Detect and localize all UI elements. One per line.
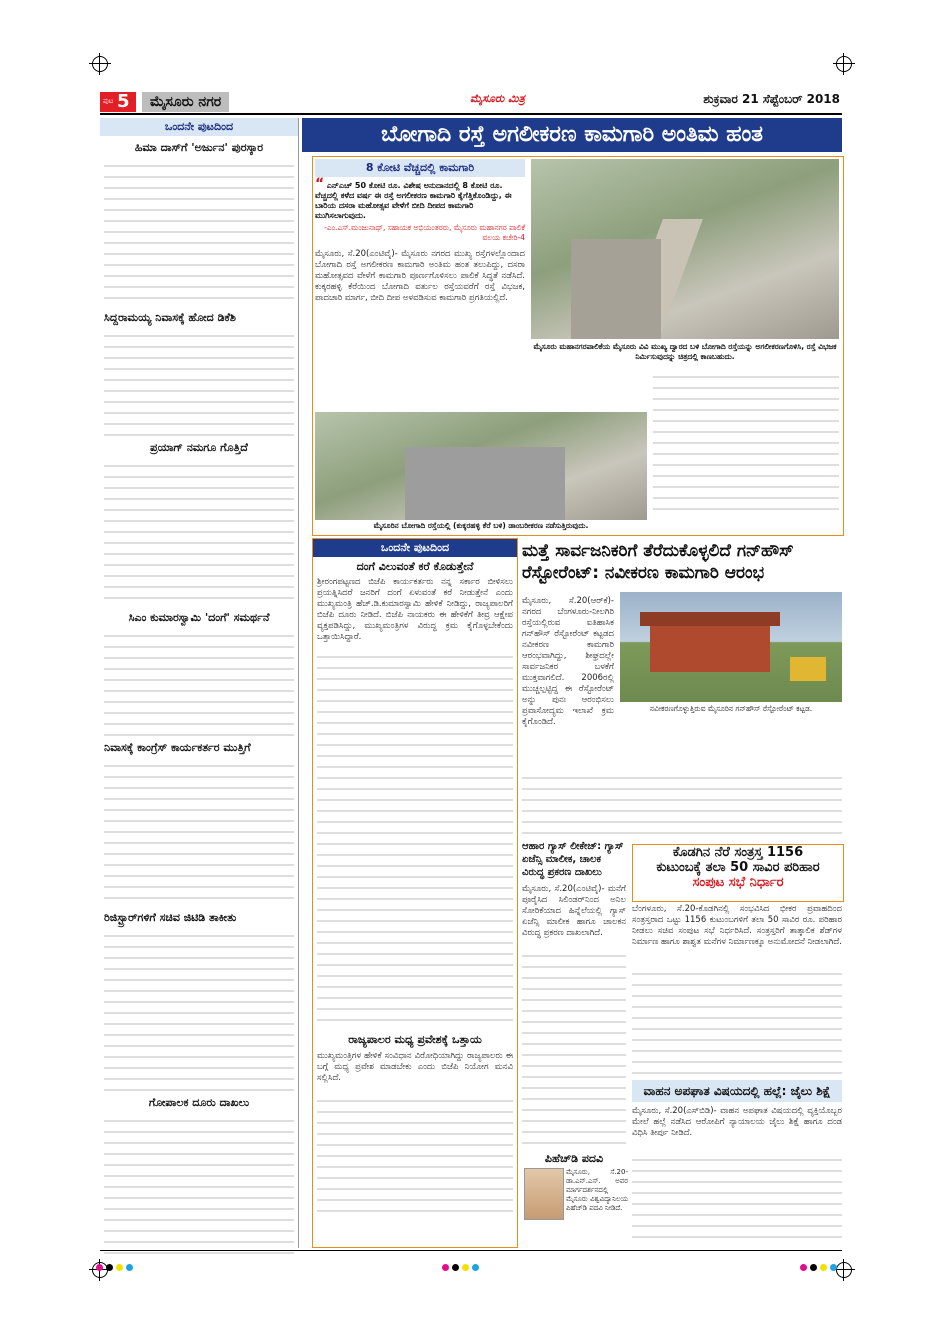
lead-body: ಮೈಸೂರು, ಸೆ.20(ಎಂಟಿವೈ)- ಮೈಸೂರು ನಗರದ ಮುಖ್ಯ ರಸ್ತೆಗಳಲ್ಲೊಂದಾದ ಬೋಗಾದಿ ರಸ್ತೆ ಅಗಲೀಕರಣ ಕಾಮಗಾರಿ ಅಂತಿಮ ಹಂತ ತಲುಪಿದ್ದು, ದಸರಾ ಮಹೋತ್ಸವದ ವೇಳೆಗೆ ಕಾಮಗಾರಿ ಪೂರ್ಣಗೊಳಿಸಲು ಪಾಲಿಕೆ ಸಿದ್ಧತೆ ನಡೆಸಿದೆ. ಕುಕ್ಕರಹಳ್ಳಿ ಕೆರೆಯಿಂದ ಬೋಗಾದಿ ವರ್ತುಲ ರಸ್ತೆಯವರೆಗೆ ರಸ್ತೆ ವಿಭಜಕ, ಪಾದಚಾರಿ ಮಾರ್ಗ, ಬೀದಿ ದೀಪ ಅಳವಡಿಸುವ ಕಾಮಗಾರಿ ಪ್ರಗತಿಯಲ್ಲಿದೆ. — [315, 249, 525, 303]
page-number-box — [100, 92, 136, 112]
road-divider-photo — [531, 159, 839, 339]
kodagu-body-cont — [632, 966, 842, 1076]
quote-credit: -ಎಂ.ಎಸ್.ಮಂಜುನಾಥ್, ಸಹಾಯಕ ಅಭಿಯಂತರರು, ಮೈಸೂರು ಮಹಾನಗರ ಪಾಲಿಕೆ ವಲಯ ಕಚೇರಿ-4 — [324, 223, 525, 242]
photo-caption: ಮೈಸೂರು ಮಹಾನಗರಪಾಲಿಕೆಯ ಮೈಸೂರು ವಿವಿ ಮುಖ್ಯ ದ್ವಾರದ ಬಳಿ ಬೋಗಾದಿ ರಸ್ತೆಯನ್ನು ಅಗಲೀಕರಣಗೊಳಿಸಿ, ರಸ್ತೆ ವಿಭಜಕ ನಿರ್ಮಿಸುವುದನ್ನು ಚಿತ್ರದಲ್ಲಿ ಕಾಣಬಹುದು. — [533, 342, 837, 361]
phd-title: ಪಿಹೆಚ್‌ಡಿ ಪದವಿ — [544, 1152, 604, 1165]
kodagu-body: ಬೆಂಗಳೂರು, ಸೆ.20-ಕೊಡಗಿನಲ್ಲಿ ಸಂಭವಿಸಿದ ಭೀಕರ ಪ್ರವಾಹದಿಂದ ಸಂತ್ರಸ್ತರಾದ ಒಟ್ಟು 1156 ಕುಟುಂಬಗಳಿಗೆ ತಲಾ 50 ಸಾವಿರ ರೂ. ಪರಿಹಾರ ನೀಡಲು ಸಚಿವ ಸಂಪುಟ ಸಭೆ ನಿರ್ಧರಿಸಿದೆ. ಸಂತ್ರಸ್ತರಿಗೆ ತಾತ್ಕಾಲಿಕ ಶೆಡ್‌ಗಳ ನಿರ್ಮಾಣ ಹಾಗೂ ಶಾಶ್ವತ ಮನೆಗಳ ನಿರ್ಮಾಣಕ್ಕೂ ಅನುಮೋದನೆ ನೀಡಲಾಗಿದೆ. — [632, 904, 842, 947]
sidebar-story-title: ಗೋಪಾಲಕ ದೂರು ದಾಖಲು — [148, 1096, 250, 1109]
pull-quote — [315, 176, 525, 243]
lead-headline-bar — [302, 118, 842, 152]
gas-body: ಮೈಸೂರು, ಸೆ.20(ಎಂಟಿವೈ)- ಮನೆಗೆ ಪೂರೈಸಿದ ಸಿಲಿಂಡರ್‌ನಿಂದ ಅನಿಲ ಸೋರಿಕೆಯಾದ ಹಿನ್ನೆಲೆಯಲ್ಲಿ ಗ್ಯಾಸ್ ಏಜೆನ್ಸಿ ಮಾಲೀಕ ಹಾಗೂ ಚಾಲಕನ ವಿರುದ್ಧ ಪ್ರಕರಣ ದಾಖಲಾಗಿದೆ. — [522, 884, 626, 938]
sidebar-story-body — [104, 758, 294, 908]
pull-quote-text: ಎನ್ಎಚ್ 50 ಕೋಟಿ ರೂ. ವಿಶೇಷ ಅನುದಾನದಲ್ಲಿ 8 ಕೋಟಿ ರೂ. ವೆಚ್ಚದಲ್ಲಿ ಕಳೆದ ವರ್ಷ ಈ ರಸ್ತೆ ಅಗಲೀಕರಣ ಕಾಮಗಾರಿ ಕೈಗೆತ್ತಿಕೊಂಡಿದ್ದು, ಈ ಬಾರಿಯ ದಸರಾ ಮಹೋತ್ಸವ ವೇಳೆಗೆ ಬೀದಿ ದೀಪದ ಕಾಮಗಾರಿ ಮುಗಿಸಲಾಗುವುದು. — [315, 181, 512, 220]
portrait-photo — [524, 1168, 564, 1220]
registration-mark-icon — [92, 56, 108, 72]
cmyk-dot-icon — [442, 1256, 482, 1275]
sidebar-story-title: ಸಿದ್ದರಾಮಯ್ಯ ನಿವಾಸಕ್ಕೆ ಹೋದ ಡಿಕೆಶಿ — [104, 311, 236, 324]
lead-headline: ಬೋಗಾದಿ ರಸ್ತೆ ಅಗಲೀಕರಣ ಕಾಮಗಾರಿ ಅಂತಿಮ ಹಂತ — [381, 122, 763, 147]
gunhouse-headline: ಮತ್ತೆ ಸಾರ್ವಜನಿಕರಿಗೆ ತೆರೆದುಕೊಳ್ಳಲಿದೆ ಗನ್‌ಹೌಸ್ ರೆಸ್ಟೋರೆಂಟ್: ನವೀಕರಣ ಕಾಮಗಾರಿ ಆರಂಭ — [522, 541, 794, 583]
sidebar-story-body — [104, 328, 294, 438]
middle-story-body-cont — [317, 649, 513, 1029]
accident-headline: ವಾಹನ ಅಪಘಾತ ವಿಷಯದಲ್ಲಿ ಹಲ್ಲೆ: ಜೈಲು ಶಿಕ್ಷೆ — [643, 1084, 831, 1098]
sidebar-heading: ಒಂದನೇ ಪುಟದಿಂದ — [100, 118, 298, 136]
kodagu-box — [632, 844, 844, 902]
sidebar-story-title: ರಿಜಿಸ್ಟ್ರಾರ್‌ಗಳಿಗೆ ಸಚಿವ ಜಿಟಿಡಿ ತಾಕೀತು — [104, 911, 237, 924]
page-number: 5 — [117, 91, 130, 112]
sidebar-story-body — [104, 458, 294, 608]
gunhouse-photo — [620, 592, 842, 702]
sidebar-story-body — [104, 1113, 294, 1263]
middle-story-title: ದಂಗೆ ವಿಲುವಂತೆ ಕರೆ ಕೊಡುತ್ತೇನೆ — [356, 560, 474, 573]
footer-rule — [100, 1250, 842, 1251]
masthead-logo: ಮೈಸೂರು ಮಿತ್ರ — [470, 92, 525, 105]
section-title: ಮೈಸೂರು ನಗರ — [142, 92, 229, 112]
sidebar-story-body — [104, 628, 294, 738]
sidebar-story-title: ನಿವಾಸಕ್ಕೆ ಕಾಂಗ್ರೆಸ್ ಕಾರ್ಯಕರ್ತರ ಮುತ್ತಿಗೆ — [104, 741, 251, 754]
page-label: ಪುಟ — [103, 97, 114, 105]
middle-story-body: ಶ್ರೀರಂಗಪಟ್ಟಣದ ಬಿಜೆಪಿ ಕಾರ್ಯಕರ್ತರು ನನ್ನ ಸರ್ಕಾರ ಬೀಳಿಸಲು ಪ್ರಯತ್ನಿಸಿದರೆ ಜನರಿಗೆ ದಂಗೆ ಏಳುವಂತೆ ಕರೆ ನೀಡುತ್ತೇನೆ ಎಂದು ಮುಖ್ಯಮಂತ್ರಿ ಹೆಚ್.ಡಿ.ಕುಮಾರಸ್ವಾಮಿ ಹೇಳಿಕೆ ನೀಡಿದ್ದು, ರಾಜ್ಯಪಾಲರಿಗೆ ಬಿಜೆಪಿ ದೂರು ನೀಡಿದೆ. ಬಿಜೆಪಿ ನಾಯಕರು ಈ ಹೇಳಿಕೆಗೆ ತೀವ್ರ ಆಕ್ಷೇಪ ವ್ಯಕ್ತಪಡಿಸಿದ್ದು, ಮುಖ್ಯಮಂತ್ರಿಗಳ ವಿರುದ್ಧ ಕ್ರಮ ಕೈಗೊಳ್ಳಬೇಕೆಂದು ಒತ್ತಾಯಿಸಿದ್ದಾರೆ. — [317, 577, 513, 642]
lead-story — [312, 156, 844, 536]
issue-date: ಶುಕ್ರವಾರ 21 ಸೆಪ್ಟೆಂಬರ್ 2018 — [703, 92, 840, 106]
sidebar — [100, 118, 299, 1248]
lead-body-cont — [653, 369, 839, 519]
sidebar-story-title: ಪ್ರಯಾಗ್‌ ನಮಗೂ ಗೊತ್ತಿದೆ — [150, 441, 248, 454]
photo-caption: ನವೀಕರಣಗೊಳ್ಳುತ್ತಿರುವ ಮೈಸೂರಿನ ಗನ್‌ಹೌಸ್ ರೆಸ್ಟೋರೆಂಟ್ ಕಟ್ಟಡ. — [649, 704, 813, 713]
gunhouse-body: ಮೈಸೂರು, ಸೆ.20(ಆರ್‌ಕೆ)- ನಗರದ ಬೆಂಗಳೂರು-ನೀಲಗಿರಿ ರಸ್ತೆಯಲ್ಲಿರುವ ಐತಿಹಾಸಿಕ ಗನ್‌ಹೌಸ್ ರೆಸ್ಟೋರೆಂಟ್ ಕಟ್ಟಡದ ನವೀಕರಣ ಕಾಮಗಾರಿ ಆರಂಭವಾಗಿದ್ದು, ಶೀಘ್ರದಲ್ಲೇ ಸಾರ್ವಜನಿಕರ ಬಳಕೆಗೆ ಮುಕ್ತವಾಗಲಿದೆ. 2006ರಲ್ಲಿ ಮುಚ್ಚಲ್ಪಟ್ಟಿದ್ದ ಈ ರೆಸ್ಟೋರೆಂಟ್ ಅನ್ನು ಪುನಃ ಆರಂಭಿಸಲು ಪ್ರವಾಸೋದ್ಯಮ ಇಲಾಖೆ ಕ್ರಮ ಕೈಗೊಂಡಿದೆ. — [522, 596, 614, 727]
middle-story-body: ಮುಖ್ಯಮಂತ್ರಿಗಳ ಹೇಳಿಕೆ ಸಂವಿಧಾನ ವಿರೋಧಿಯಾಗಿದ್ದು ರಾಜ್ಯಪಾಲರು ಈ ಬಗ್ಗೆ ಮಧ್ಯ ಪ್ರವೇಶ ಮಾಡಬೇಕು ಎಂದು ಬಿಜೆಪಿ ನಿಯೋಗ ಮನವಿ ಸಲ್ಲಿಸಿದೆ. — [317, 1051, 513, 1083]
sidebar-story-title: ಸಿಎಂ ಕುಮಾರಸ್ವಾಮಿ 'ದಂಗೆ' ಸಮರ್ಥನೆ — [128, 611, 270, 624]
kodagu-headline-2: ಕುಟುಂಬಕ್ಕೆ ತಲಾ 50 ಸಾವಿರ ಪರಿಹಾರ — [656, 860, 820, 875]
lead-subhead: 8 ಕೋಟಿ ವೆಚ್ಚದಲ್ಲಿ ಕಾಮಗಾರಿ — [315, 159, 525, 177]
registration-mark-icon — [836, 56, 852, 72]
gunhouse-body-cont — [522, 770, 842, 836]
sidebar-story-body — [104, 158, 294, 308]
middle-column — [312, 538, 518, 1248]
kodagu-headline-1: ಕೊಡಗಿನ ನೆರೆ ಸಂತ್ರಸ್ತ 1156 — [672, 845, 804, 860]
asphalt-work-photo — [315, 412, 647, 520]
header-rule — [100, 113, 842, 115]
sidebar-story-body — [104, 928, 294, 1093]
accident-body: ಮೈಸೂರು, ಸೆ.20(ಎಸ್‌ಬಿಡಿ)- ವಾಹನ ಅಪಘಾತ ವಿಷಯದಲ್ಲಿ ವ್ಯಕ್ತಿಯೊಬ್ಬರ ಮೇಲೆ ಹಲ್ಲೆ ನಡೆಸಿದ ಆರೋಪಿಗೆ ನ್ಯಾಯಾಲಯ ಜೈಲು ಶಿಕ್ಷೆ ಹಾಗೂ ದಂಡ ವಿಧಿಸಿ ತೀರ್ಪು ನೀಡಿದೆ. — [632, 1106, 842, 1138]
cmyk-dot-icon — [800, 1256, 840, 1275]
phd-body: ಮೈಸೂರು, ಸೆ.20- ಡಾ.ಎನ್.ಎಸ್. ಅವರ ಮಾರ್ಗದರ್ಶನದಲ್ಲಿ ಮೈಸೂರು ವಿಶ್ವವಿದ್ಯಾನಿಲಯ ಪಿಹೆಚ್‌ಡಿ ಪದವಿ ನೀಡಿದೆ. — [566, 1168, 628, 1212]
quote-mark-icon: “ — [315, 176, 325, 192]
middle-story-body-cont — [317, 1093, 513, 1213]
accident-headline-bar — [632, 1080, 842, 1102]
gas-body-cont — [522, 948, 626, 1148]
photo-caption: ಮೈಸೂರಿನ ಬೋಗಾದಿ ರಸ್ತೆಯಲ್ಲಿ (ಕುಕ್ಕರಹಳ್ಳಿ ಕೆರೆ ಬಳಿ) ಡಾಂಬರೀಕರಣ ನಡೆಸುತ್ತಿರುವುದು. — [373, 521, 589, 530]
sidebar-story-title: ಹಿಮಾ ದಾಸ್‌ಗೆ 'ಅರ್ಜುನ' ಪುರಸ್ಕಾರ — [134, 141, 264, 154]
middle-story-title: ರಾಜ್ಯಪಾಲರ ಮಧ್ಯ ಪ್ರವೇಶಕ್ಕೆ ಒತ್ತಾಯ — [348, 1033, 482, 1046]
gas-headline: ಆಹಾರ ಗ್ಯಾಸ್ ಲೀಕೇಜ್: ಗ್ಯಾಸ್ ಏಜೆನ್ಸಿ ಮಾಲೀಕ, ಚಾಲಕ ವಿರುದ್ಧ ಪ್ರಕರಣ ದಾಖಲು — [522, 841, 624, 878]
middle-heading: ಒಂದನೇ ಪುಟದಿಂದ — [313, 539, 517, 557]
accident-body-cont — [632, 1152, 842, 1244]
kodagu-headline-3: ಸಂಪುಟ ಸಭೆ ನಿರ್ಧಾರ — [692, 875, 784, 890]
